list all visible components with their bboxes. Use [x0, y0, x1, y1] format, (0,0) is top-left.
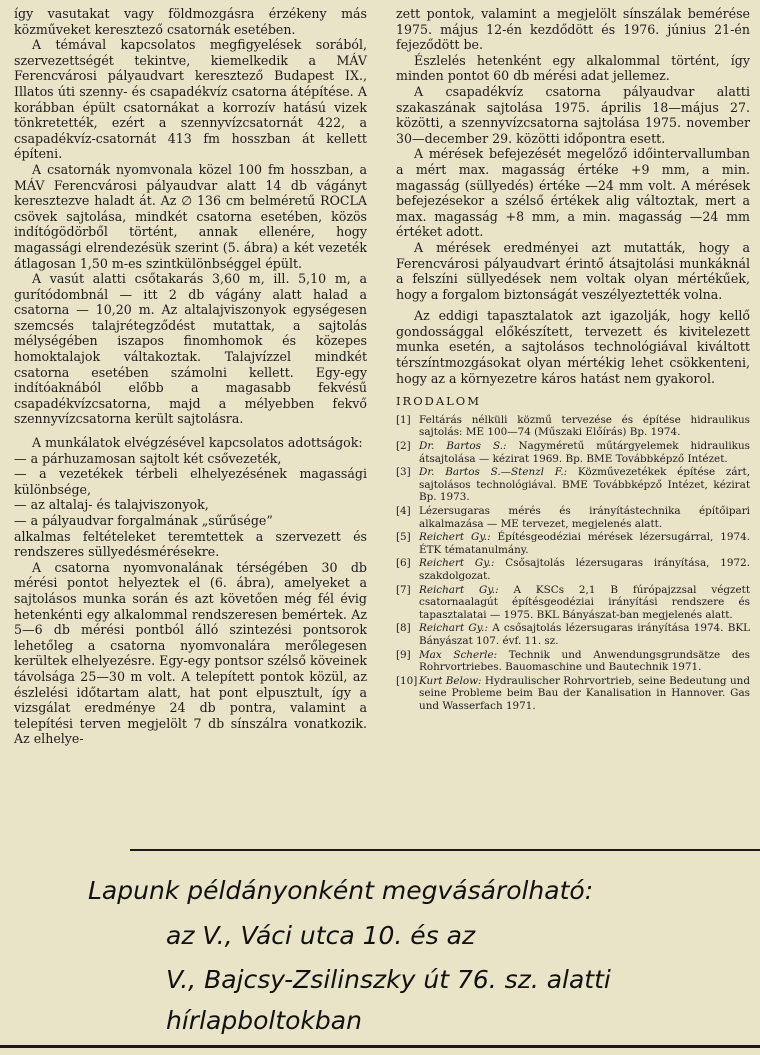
paragraph: Észlelés hetenként egy alkalommal történt, így minden pontot 60 db mérési adat jellemez. — [396, 52, 750, 84]
reference-body: Csősajtolás lézersugaras irányítása, 1972. szakdolgozat. — [419, 557, 750, 582]
list-item: — az altalaj- és talajviszonyok, — [14, 497, 209, 513]
reference-body: Technik und Anwendungsgrundsätze des Rohrvortriebes. Bauomaschine und Bautechnik 1971. — [419, 648, 750, 674]
reference-item — [396, 557, 750, 582]
reference-author: Reichart Gy.: — [419, 583, 499, 596]
paragraph: alkalmas feltételeket teremtettek a szervezett és rendszeres süllyedésmérésekre. — [14, 528, 367, 560]
ad-line-4: hírlapboltokban — [166, 1006, 362, 1035]
reference-body: Feltárás nélküli közmű tervezése és építése hidraulikus sajtolás: ME 100—74 (Műszaki Előírás) Bp. 1974. — [419, 413, 750, 439]
reference-number: [2] — [396, 440, 411, 453]
reference-item — [396, 622, 750, 647]
paragraph: zett pontok, valamint a megjelölt sínszálak bemérése 1975. május 12-én kezdődött és 1976. június 21-én fejeződött be. — [396, 6, 750, 53]
left-column — [14, 6, 367, 747]
reference-number: [9] — [396, 648, 411, 661]
reference-number: [7] — [396, 583, 411, 596]
reference-author: Reichart Gy.: — [419, 622, 488, 635]
reference-number: [8] — [396, 622, 411, 635]
reference-text — [419, 466, 750, 504]
reference-author: Kurt Below: — [419, 674, 482, 687]
reference-number: [10] — [396, 674, 418, 687]
list-item: — a párhuzamosan sajtolt két csővezeték, — [14, 450, 282, 466]
reference-text — [419, 440, 750, 465]
reference-number: [3] — [396, 466, 411, 479]
reference-body: Építésgeodéziai mérések lézersugárral, 1974. ÉTK tématanulmány. — [419, 531, 750, 556]
paragraph: A munkálatok elvégzésével kapcsolatos adottságok: — [32, 435, 363, 451]
reference-text — [419, 649, 750, 674]
reference-item — [396, 414, 750, 439]
paragraph: A mérések befejezését megelőző időintervallumban a mért max. magasság értéke +9 mm, a min. magasság (süllyedés) értéke —24 mm volt. A mérések befejezésekor a szélső értékek alig változtak, mert a max. magasság +8 mm, a min. magasság —24 mm értéket adott. — [396, 146, 750, 240]
reference-author: Dr. Bartos S.—Stenzl F.: — [419, 466, 568, 479]
reference-author: Reichert Gy.: — [419, 557, 495, 570]
paragraph: így vasutakat vagy földmozgásra érzékeny más közműveket keresztező csatornák esetében. — [14, 6, 367, 37]
reference-item — [396, 675, 750, 713]
reference-body: A KSCs 2,1 B fúrópajzzsal végzett csatornaalagút építésgeodéziai irányítási rendszere és tapasztalatai — 1975. BKL Bányászat-ban megjelenés alatt. — [419, 583, 750, 621]
reference-author: Reichert Gy.: — [419, 531, 491, 544]
paragraph: A csatornák nyomvonala közel 100 fm hosszban, a MÁV Ferencvárosi pályaudvar alatt 14 db vágányt keresztezve haladt át. Az ∅ 136 cm belméretű ROCLA csövek sajtolása, mindkét csatorna esetében, közös indítógödörből történt, annak ellenére, hogy magassági elrendezésük szerint (5. ábra) a két vezeték átlagosan 1,50 m-es szintkülönbséggel épült. — [14, 161, 367, 271]
references-list — [396, 414, 750, 713]
ad-line-3: V., Bajcsy-Zsilinszky út 76. sz. alatti — [166, 965, 611, 994]
paragraph: Az eddigi tapasztalatok azt igazolják, hogy kellő gondossággal előkészített, tervezett és kivitelezett munka esetén, a sajtolásos technológiával kiváltott térszíntmozgásokat olyan mértékig lehet csökkenteni, hogy az a környezetre káros hatást nem gyakorol. — [396, 308, 750, 386]
reference-item — [396, 531, 750, 556]
right-column — [396, 6, 750, 714]
reference-number: [5] — [396, 531, 411, 544]
reference-item — [396, 505, 750, 530]
reference-number: [6] — [396, 557, 411, 570]
reference-text — [419, 622, 750, 647]
paragraph: A témával kapcsolatos megfigyelések sorából, szervezettségét tekintve, kiemelkedik a MÁV Ferencvárosi pályaudvart keresztező Budapest IX., Illatos úti szenny- és csapadékvíz csatorna átépítése. A korábban épült csatornákat a korrozív hatású vizek tönkretették, ezért a szennyvízcsatornát 422, a csapadékvíz-csatornát 413 fm hosszban át kellett építeni. — [14, 37, 367, 162]
reference-body: Lézersugaras mérés és irányítástechnika építőipari alkalmazása — ME tervezet, megjelenés alatt. — [419, 505, 750, 530]
ad-line-2: az V., Váci utca 10. és az — [166, 921, 476, 950]
reference-number: [1] — [396, 413, 411, 426]
reference-author: Dr. Bartos S.: — [419, 440, 507, 453]
reference-item — [396, 466, 750, 504]
list-item: — a pályaudvar forgalmának „sűrűsége” — [14, 513, 273, 528]
reference-text — [419, 505, 750, 530]
reference-body: A csősajtolás lézersugaras irányítása 1974. BKL Bányászat 107. évf. 11. sz. — [419, 622, 750, 647]
paragraph: A csapadékvíz csatorna pályaudvar alatti szakaszának sajtolása 1975. április 18—május 27. közötti, a szennyvízcsatorna sajtolása 1975. november 30—december 29. közötti időpontra esett. — [396, 83, 750, 146]
reference-text — [419, 414, 750, 439]
reference-text — [419, 584, 750, 622]
paragraph: A csatorna nyomvonalának térségében 30 db mérési pontot helyeztek el (6. ábra), amelyeket a sajtolásos munka során és azt követően még fél évig hetenkénti egy alkalommal rendszeresen bemértek. Az 5—6 db mérési pontból álló szintezési pontsorok lehetőleg a csatorna nyomvonalára merőlegesen kerültek elhelyezésre. Egy-egy pontsor szélső köveinek távolsága 25—30 m volt. A telepített pontok közül, az észlelési időtartam alatt, hat pont elpusztult, így a vizsgálat eredménye 24 db pontra, valamint a telepítési terven megjelölt 7 db sínszálra vonatkozik. Az elhelye- — [14, 559, 367, 747]
reference-number: [4] — [396, 505, 411, 517]
paragraph: A mérések eredményei azt mutatták, hogy a Ferencvárosi pályaudvart érintő átsajtolási munkáknál a felszíni süllyedések nem voltak olyan mértékűek, hogy a forgalom biztonságát veszélyeztették volna. — [396, 239, 750, 302]
horizontal-rule — [130, 849, 760, 851]
reference-author: Max Scherle: — [419, 648, 498, 661]
reference-text — [419, 675, 750, 713]
reference-body: Hydraulischer Rohrvortrieb, seine Bedeutung und seine Probleme beim Bau der Kanalisation in Hannover. Gas und Wasserfach 1971. — [419, 674, 750, 712]
reference-body: Közművezetékek építése zárt, sajtolásos technológiával. BME Továbbképző Intézet, kézirat Bp. 1973. — [419, 466, 750, 504]
reference-item — [396, 649, 750, 674]
reference-text — [419, 557, 750, 582]
list-item: — a vezetékek térbeli elhelyezésének magassági különbsége, — [14, 466, 367, 497]
reference-text — [419, 531, 750, 556]
paragraph: A vasút alatti csőtakarás 3,60 m, ill. 5,10 m, a gurítódombnál — itt 2 db vágány alatt halad a csatorna — 10,20 m. Az altalajviszonyok egységesen szemcsés talajrétegződést mutattak, a sajtolás mélységében iszapos finomhomok és közepes homoktalajok váltakoztak. Talajvízzel mindkét csatorna esetében számolni kellett. Egy-egy indítóaknából előbb a magasabb fekvésű csapadékvízcsatorna, majd a mélyebben fekvő szennyvízcsatorna került sajtolásra. — [14, 271, 367, 427]
bottom-rule — [0, 1045, 760, 1048]
ad-line-1: Lapunk példányonként megvásárolható: — [88, 876, 594, 905]
reference-item — [396, 584, 750, 622]
reference-item — [396, 440, 750, 465]
reference-body: Nagyméretű műtárgyelemek hidraulikus átsajtolása — kézirat 1969. Bp. BME Továbbképző Intézet. — [419, 440, 750, 465]
references-heading: IRODALOM — [396, 394, 481, 409]
